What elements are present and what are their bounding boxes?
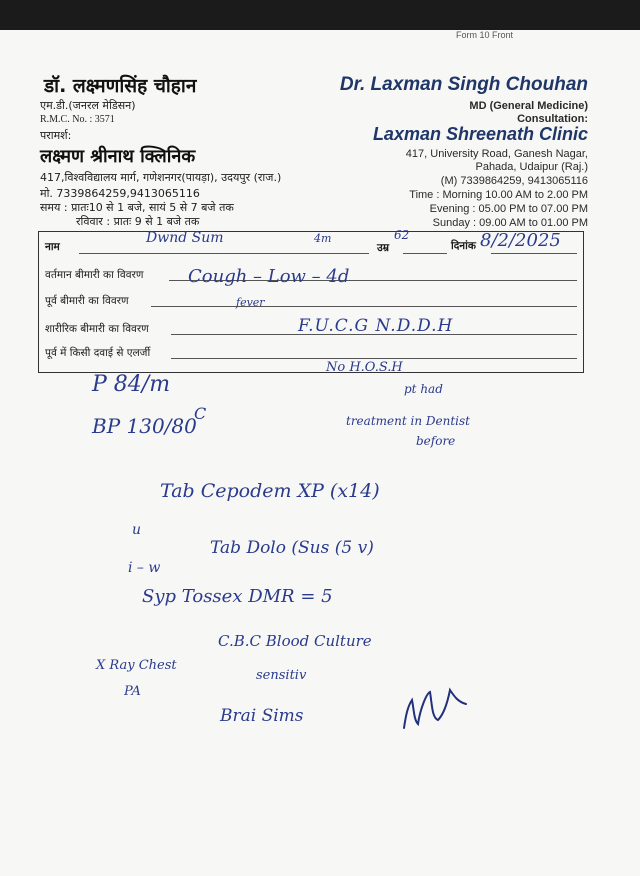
patient-details-form: [38, 231, 584, 373]
handwritten-investigation-3: Brai Sims: [220, 706, 304, 726]
allergy-label: पूर्व में किसी दवाई से एलर्जी: [45, 347, 151, 359]
handwritten-bp: BP 130/80: [92, 414, 197, 438]
doctor-name-hindi: डॉ. लक्ष्मणसिंह चौहान: [44, 75, 197, 97]
date-label: दिनांक: [451, 240, 476, 252]
form-number: Form 10 Front: [456, 30, 514, 40]
handwritten-rx-1: Tab Cepodem XP (x14): [160, 480, 380, 502]
rmc-number: R.M.C. No. : 3571: [40, 114, 115, 125]
past-illness-label: पूर्व बीमारी का विवरण: [45, 295, 129, 307]
doctor-name-english: Dr. Laxman Singh Chouhan: [339, 74, 588, 95]
handwritten-note-2: treatment in Dentist: [346, 414, 470, 428]
degree-hindi: एम.डी.(जनरल मेडिसन): [40, 99, 136, 112]
past-illness-line: [151, 306, 577, 307]
clinic-name-english: Laxman Shreenath Clinic: [372, 124, 588, 144]
name-label: नाम: [45, 241, 60, 253]
handwritten-complaint: Cough – Low – 4d: [188, 266, 350, 287]
handwritten-bp-note: C: [194, 404, 207, 423]
name-line: [79, 253, 369, 254]
handwritten-pulse: P 84/m: [92, 372, 171, 397]
handwritten-rx-2-sig: i – w: [128, 560, 161, 576]
handwritten-patient-name: Dwnd Sum: [146, 230, 224, 246]
handwritten-rx-1-sig: u: [132, 522, 142, 538]
degree-english: MD (General Medicine): [469, 100, 588, 112]
handwritten-left-note-1: X Ray Chest: [96, 658, 177, 673]
handwritten-rx-3: Syp Tossex DMR = 5: [142, 586, 333, 607]
address-english-2: Pahada, Udaipur (Raj.): [475, 161, 588, 173]
handwritten-rx-2: Tab Dolo (Sus (5 v): [210, 538, 374, 558]
mobile-english: (M) 7339864259, 9413065116: [440, 175, 588, 187]
mobile-hindi: मो. 7339864259,9413065116: [40, 187, 200, 200]
handwritten-investigation: C.B.C Blood Culture: [218, 632, 372, 650]
age-line: [403, 253, 447, 254]
handwritten-note-3: before: [416, 434, 456, 448]
svg-text:Sd: Sd: [456, 730, 458, 731]
handwritten-investigation-2: sensitiv: [256, 668, 307, 683]
handwritten-note-1: pt had: [404, 382, 443, 396]
time-sunday: Sunday : 09.00 AM to 01.00 PM: [432, 217, 588, 229]
handwritten-date: 8/2/2025: [480, 230, 561, 251]
scan-background: [0, 0, 640, 32]
time-evening: Evening : 05.00 PM to 07.00 PM: [429, 203, 588, 215]
handwritten-past-illness: fever: [236, 296, 265, 309]
handwritten-exam: F.U.C.G N.D.D.H: [298, 316, 454, 336]
address-english-1: 417, University Road, Ganesh Nagar,: [405, 148, 588, 160]
handwritten-exam-2: No H.O.S.H: [326, 360, 403, 375]
consult-label-hindi: परामर्श:: [40, 129, 72, 142]
doctor-signature: [396, 670, 476, 736]
allergy-line: [171, 358, 577, 359]
present-illness-label: वर्तमान बीमारी का विवरण: [45, 269, 144, 281]
address-hindi: 417,विश्वविद्यालय मार्ग, गणेशनगर(पायड़ा), उदयपुर (राज.): [40, 171, 282, 184]
handwritten-name-suffix: 4m: [314, 232, 332, 245]
handwritten-age: 62: [394, 228, 410, 242]
consultation-label: Consultation:: [517, 113, 588, 125]
physical-illness-label: शारीरिक बीमारी का विवरण: [45, 323, 149, 335]
sunday-timing-hindi: रविवार : प्रातः 9 से 1 बजे तक: [76, 215, 200, 228]
timing-hindi: समय : प्रातः10 से 1 बजे, सायं 5 से 7 बजे तक: [40, 201, 234, 214]
clinic-name-hindi: लक्ष्मण श्रीनाथ क्लिनिक: [40, 146, 196, 167]
handwritten-left-note-2: PA: [124, 684, 141, 699]
age-label: उम्र: [377, 242, 390, 254]
prescription-sheet: [0, 30, 640, 876]
date-line: [491, 253, 577, 254]
time-morning: Time : Morning 10.00 AM to 2.00 PM: [409, 189, 588, 201]
